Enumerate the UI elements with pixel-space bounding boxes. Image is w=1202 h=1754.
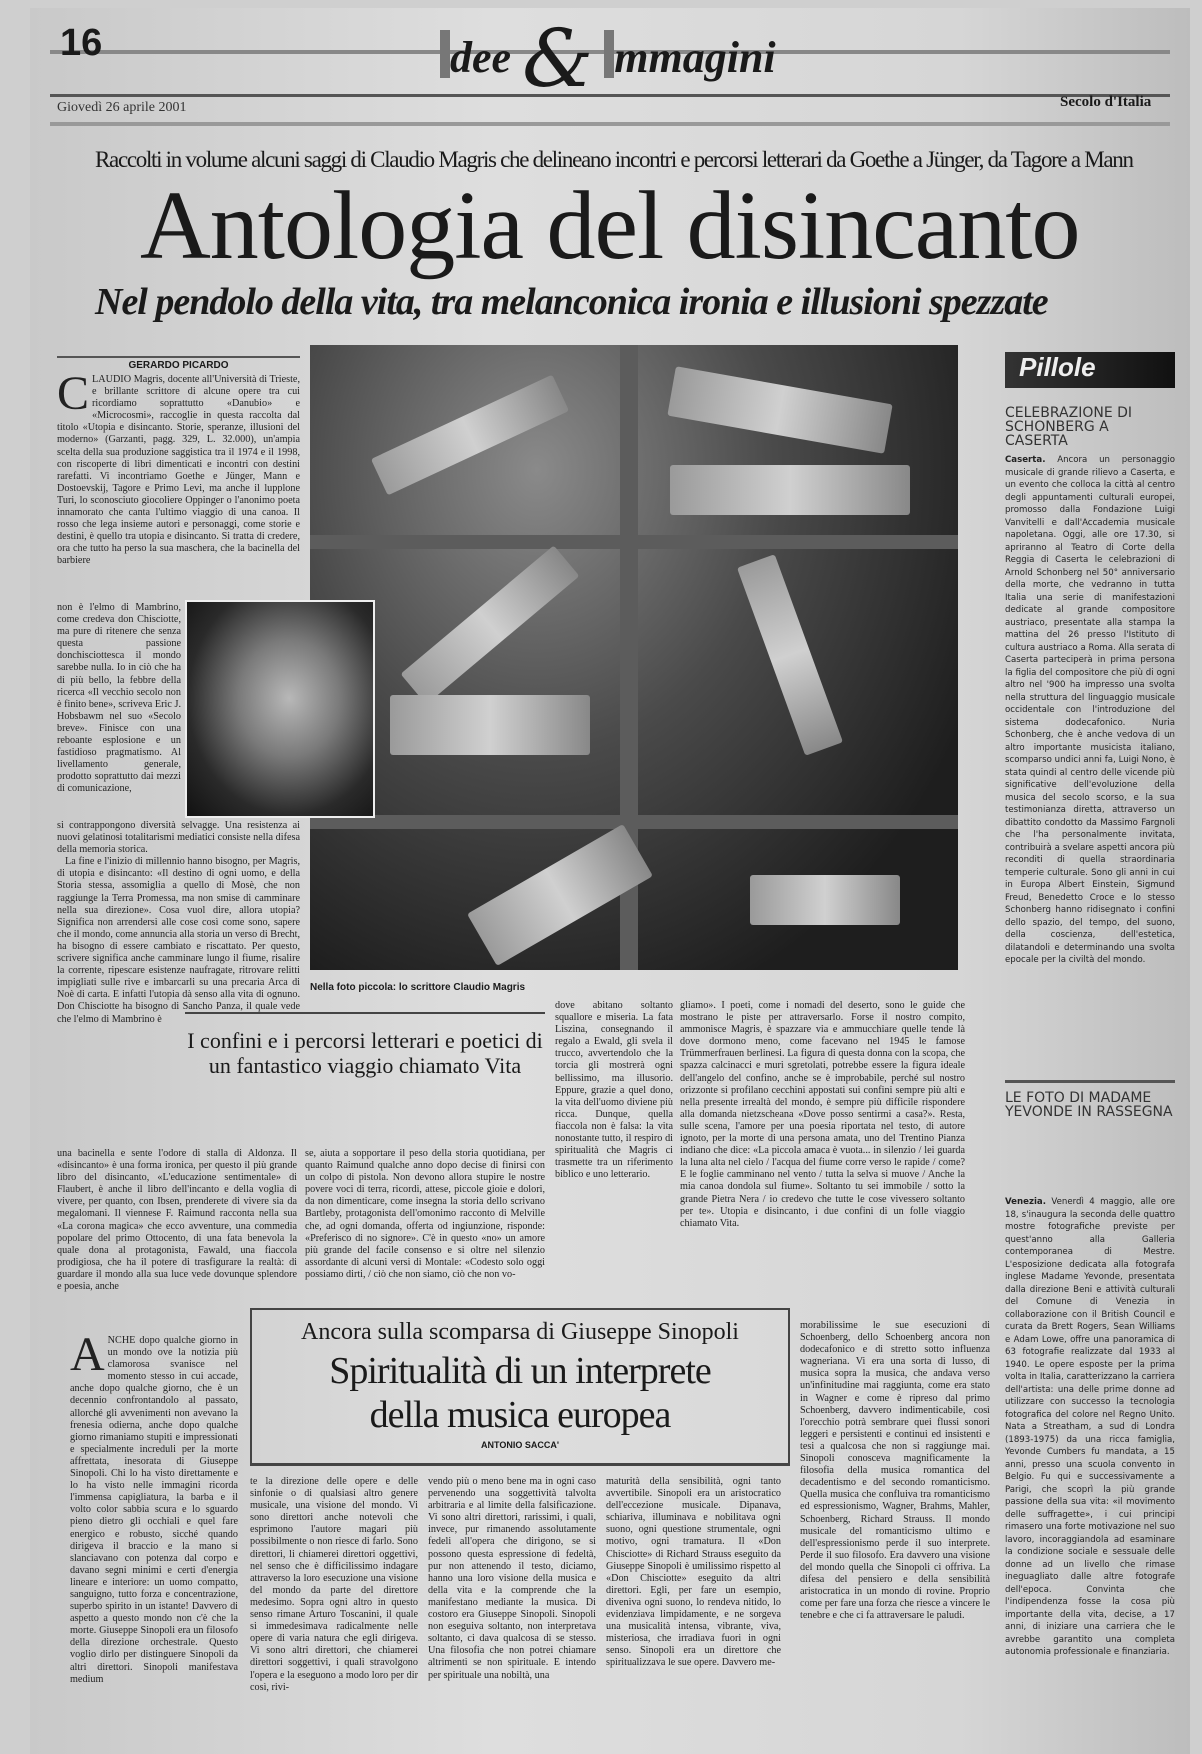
article2-column-1 [70, 1328, 238, 1745]
pillole-divider [1005, 1080, 1175, 1083]
pillola-headline: CELEBRAZIONE DI SCHONBERG A CASERTA [1005, 405, 1133, 449]
article-column-4: gliamo». I poeti, come i nomadi del deserto, sono le guide che mostrano le piste per attraversarlo. Forse il nostro compito, ammonisce Magris, è spazzare via e ammucchiare quelle tende là dove dormono meno, come facevano nel 1945 le famose Trümmerfrauen berlinesi. La figura di questa donna con la scopa, che spazza calcinacci e muri sgretolati, potrebbe essere la figura ideale dell'angelo del confino, anche se è improbabile, perché sul nostro orizzonte si profilano cecchini appostati sui confini sempre più alti e nella presente irrealtà del mondo, è sempre più difficile rispondere alla domanda nietzscheana «Dove posso sentirmi a casa?». Resta, sulle scena, l'amore per una poesia riportata nel testo, di autore ignoto, per la morte di una persona amata, uno del Trentino Pianza indiano che dice: «La piccola amaca è vuota... in silenzio / lei guarda la luna alta nel cielo / l'acqua del fiume corre verso le rapide / come? E le foglie camminano nel vento / tutta la selva si muove / Anche la mia canoa dondola sul fiume». Soltanto tu sei immobile / sotto la grande Pietra Nera / io credevo che tutte le cose vivessero soltanto per te». Utopia e disincanto, i due confini di un folle viaggio chiamato Vita. [680, 1000, 965, 1229]
column-text: LAUDIO Magris, docente all'Università di Trieste, e brillante scrittore di alcune opere tra cui ricordiamo soprattutto «Danubio» e «Microcosmi», raccoglie in questa raccolta dal titolo «Utopia e disincanto. Storie, speranze, illusioni del moderno» (Garzanti, pagg. 329, L. 32.000), un'ampia scelta della sua produzione saggistica tra il 1974 e il 1998, con riscoperte di libri dimenticati e incontri con destini rarefatti. Vi incontriamo Goethe e Jünger, Mann e Dostoevskij, Tagore e Primo Levi, ma anche il lupplone Turi, lo sconosciuto giocoliere Oppinger o l'anonimo poeta innamorato che canta l'ultimo viaggio di una canoa. Il rosso che lega insieme autori e personaggi, come storie e destini, è quello tra utopia e disincanto. Si tratta di credere, ora che tutto ha perso la sua maschera, che la bacinella del barbiere [57, 374, 300, 567]
article-column-1 [57, 367, 300, 600]
pull-quote: I confini e i percorsi letterari e poetici di un fantastico viaggio chiamato Vita [185, 1012, 545, 1142]
pillola-text: Ancora un personaggio musicale di grande rilievo a Caserta, e un evento che colloca la città al centro degli appuntamenti culturali europei, promosso dalla Fondazione Luigi Vanvitelli e dall'Accademia musicale napoletana. Oggi, alle ore 17.30, si apriranno al Teatro di Corte della Reggia di Caserta le celebrazioni di Arnold Schonberg nel 50° anniversario della morte, che vedranno in tutta Italia una serie di manifestazioni dedicate al grande compositore austriaco, presentate alla stampa la mattina del 26 presso l'Istituto di cultura austriaco a Roma. Alla serata di Caserta parteciperà in prima persona la figlia del compositore che più di ogni altro nel '900 ha impresso una svolta nella struttura del linguaggio musicale occidentale con l'introduzione del sistema dodecafonico. Nuria Schonberg, che è anche vedova di un altro importante musicista italiano, scomparso undici anni fa, Luigi Nono, è stata quindi al centro delle vicende più significative dell'evoluzione della musica del secolo scorso, e la sua testimonianza diretta, attraverso un dibattito condotto da Massimo Fargnoli che l'ha personalmente invitata, contribuirà a svelare aspetti ancora più reconditi di quella straordinaria temperie culturale. Sono gli anni in cui in Europa Albert Einstein, Sigmund Freud, Benedetto Croce e lo stesso Schonberg hanno ridisegnato i confini dello spazio, del tempo, del suono, della coscienza, dell'estetica, dilatandoli e determinando una svolta epocale per la civiltà del mondo. [1005, 455, 1175, 965]
masthead-ampersand: & [522, 12, 594, 105]
bookshelf-photo [310, 345, 958, 970]
article2-kicker: Ancora sulla scomparsa di Giuseppe Sinopoli [301, 1319, 739, 1345]
article-byline: GERARDO PICARDO [57, 356, 300, 371]
drop-cap: A [70, 1328, 105, 1381]
article-column-1-cont [57, 820, 300, 1025]
book [371, 375, 569, 496]
book [667, 366, 892, 453]
article-column-1-narrow: non è l'elmo di Mambrino, come credeva don Chisciotte, ma pure di ritenere che senza questa passione donchisciottesca il mondo sarebbe nulla. Io in ciò che ha di più bello, la febbre della ricerca «Il vecchio secolo non è finito bene», scriveva Eric J. Hobsbawm nel suo «Secolo breve». Finisce con una reboante esplosione e un fastidioso pragmatismo. Al livellamento generale, prodotto soprattutto dai mezzi di comunicazione, [57, 602, 181, 795]
book [737, 554, 843, 756]
article2-headline-box [250, 1308, 790, 1466]
article2-column-4: maturità della sensibilità, ogni tanto avvertibile. Sinopoli era un aristocratico dell'eccezione musicale. Dipanava, schiariva, illuminava e nobilitava ogni suono, ogni questione strumentale, ogni motivo, ogni tramatura. Il «Don Chisciotte» di Richard Strauss eseguito da Giuseppe Sinopoli è umilissimo rispetto al «Don Chisciotte» eseguito da altri direttori. Egli, per fare un esempio, diveniva ogni suono, lo rendeva nitido, lo evidenziava limpidamente, e ne sorgeva una musicalità intensa, vibrante, viva, misteriosa, che irradiava fuori in ogni senso. Sinopoli era un direttore che spiritualizzava le sue opere. Davvero me- [606, 1476, 781, 1669]
photo-caption: Nella foto piccola: lo scrittore Claudio Magris [310, 982, 526, 993]
article-wide-bottom-2: se, aiuta a sopportare il peso della storia quotidiana, per quanto Raimund qualche anno dopo decise di finirsi con un colpo di pistola. Non devono allora stupire le nostre povere voci di terra, ricordi, attese, piccole gioie e dolori, da non dimenticare, come insegna la storia dello scrivano Bartleby, protagonista dell'omonimo racconto di Melville che, ad ogni domanda, offerta od ingiunzione, risponde: «Preferisco di no signore». C'è in questo «no» un amore più grande del facile consenso e si oltre nel silenzio assordante di alcuni versi di Montale: «Codesto solo oggi possiamo dirti, / ciò che non siamo, ciò che non vo- [305, 1148, 545, 1280]
issue-date: Giovedì 26 aprile 2001 [57, 100, 187, 115]
drop-cap: C [57, 367, 90, 420]
pillole-initial: P [1019, 352, 1037, 382]
header-bottom-rule [50, 122, 1170, 126]
article-kicker: Raccolti in volume alcuni saggi di Claudio Magris che delineano incontri e percorsi letterari da Goethe a Jünger, da Tagore a Mann [95, 147, 1133, 172]
column-text: NCHE dopo qualche giorno in un mondo ove la notizia più clamorosa svanisce nel momento stesso in cui accade, anche dopo qualche giorno, che è un decennio confrontandolo al passato, allorché gli avvenimenti non avevano la frenesia odierna, anche dopo qualche giorno rimaniamo stupiti e impressionati e specialmente increduli per la morte affrettata, inesorata di Giuseppe Sinopoli. Chi lo ha visto direttamente e lo ha visto nelle immagini ricorda l'immensa capigliatura, la barba e il volto color sabbia scura e lo sguardo pieno dietro gli occhiali e quel fare energico e robusto, sicché quando dirigeva il braccio e la mano si slanciavano con potenza dal corpo e davano segni minimi e certi d'energia lineare e interiore: un uomo compatto, sanguigno, tutto forza e concentrazione, superbo spirito in un istante! Davvero di aspetto a questo mondo non c'è che la morte. Giuseppe Sinopoli era un filosofo della direzione orchestrale. Questo voglio dirlo per distinguere Sinopoli da altri direttori. Sinopoli manifestava medium [70, 1335, 238, 1685]
column-text: La fine e l'inizio di millennio hanno bisogno, per Magris, di utopia e disincanto: «Il destino di ogni uomo, e della Storia stessa, assomiglia a quello di Mosè, che non raggiunge la Terra Promessa, ma non smise di camminare nella sua direzione». Cosa vuol dire, allora utopia? Significa non arrendersi alle cose così come sono, sapere che il mondo, come annuncia alla storia un verso di Brecht, ha bisogno di essere cambiato e riscattato. Per questo, scrivere significa anche camminare lungo il fiume, risalire la corrente, ripescare esistenze naufragate, ritrovare relitti impigliati sulle rive e imbarcarli su una precaria Arca di Noè di carta. E infatti l'utopia dà senso alla vita di ognuno. Don Chisciotte ha bisogno di Sancho Panza, il quale vede che l'elmo di Mambrino è [57, 856, 300, 1025]
article2-column-3: vendo più o meno bene ma in ogni caso pervenendo una soggettività talvolta arbitraria e al limite della falsificazione. Vi sono altri direttori, rarissimi, i quali, invece, pur rimanendo assolutamente fedeli all'opera che dirigono, se si possono questa espressione di fedeltà, pur non attenendo il testo, diciamo, hanno una loro visione della musica e della vita e la comprende che la manifestano mediante la musica. Di costoro era Giuseppe Sinopoli. Sinopoli non eseguiva soltanto, non interpretava soltanto, ci dava qualcosa di se stesso. Una filosofia che non potrei chiamare altrimenti se non spirituale. E intendo per spirituale una nobiltà, una [428, 1476, 596, 1681]
book [401, 545, 580, 704]
initial-bar [604, 30, 614, 78]
pillola-body [1005, 454, 1175, 1066]
column-text: dove abitano soltanto squallore e miseria. La fata Liszina, consegnando il regalo a Ewald, gli svela il trucco, avvertendolo che la torcia gli mostrerà ogni bellissimo, ma illusorio. Eppure, grazie a quel dono, la vita dell'uomo diviene più ricca. Dunque, quella fiaccola non è falsa: la vita nonostante tutto, il respiro di spiritualità che Magris ci trasmette tra un riferimento biblico e uno letterario. [555, 1000, 673, 1181]
pillole-column [1005, 398, 1175, 1125]
pillola-text: Venerdì 4 maggio, alle ore 18, s'inaugura la seconda delle quattro mostre fotografiche previste per quest'anno alla Galleria contemporanea di Mestre. L'esposizione dedicata alla fotografa inglese Madame Yevonde, presentata dalla direzione Beni e attività culturali del Comune di Venezia in collaborazione con il British Council e curata da Brett Rogers, Sean Williams e Adam Lowe, offre una panoramica di 63 fotografie realizzate dal 1933 al 1940. Le opere esposte per la prima volta in Italia, caratterizzano la carriera dell'artista: una delle prime donne ad utilizzare con successo la tecnologia fotografica del colore nel Regno Unito. Nata a Streatham, a sud di Londra (1893-1975) da una ricca famiglia, Yevonde Cumbers fu mandata, a 15 anni, presso una scuola convento in Belgio. Fu qui e successivamente a Parigi, che scoprì la più grande passione della sua vita: «il movimento delle suffragette», i cui principi rimasero una forte motivazione nel suo lavoro, incoraggiandola ad esaminare la condizione sociale e sessuale delle donne ad un livello che rimase ineguagliato dalle altre fotografe dell'epoca. Convinta che l'indipendenza fosse la cosa più importante della vita, decise, a 17 anni, di iniziare una carriera che le avrebbe garantito una completa autonomia professionale e finanziaria. [1005, 1197, 1176, 1657]
claudio-magris-portrait [185, 600, 375, 818]
book [670, 465, 910, 515]
masthead-word-1: dee [450, 33, 512, 82]
pillola-body [1005, 1196, 1175, 1750]
book [390, 695, 590, 755]
pillola-headline: LE FOTO DI MADAME YEVONDE IN RASSEGNA [1005, 1090, 1173, 1120]
article2-column-2: te la direzione delle opere e delle sinfonie o di qualsiasi altro genere musicale, una visione del mondo. Vi sono direttori anche notevoli che esprimono l'autore magari più possibilmente o non riesce di farlo. Sono direttori, li chiamerei direttori oggettivi, nel senso che è difficilissimo indagare attraverso la loro esecuzione una visione del mondo da parte del direttore medesimo. Sopra ogni altro in questo senso rimane Arturo Toscanini, il quale si immedesimava radicalmente nelle opere di varia natura che egli dirigeva. Vi sono altri direttori, che chiamerei direttori soggettivi, i quali stravolgono l'opera e la eseguono a modo loro per dir così, rivi- [250, 1476, 418, 1693]
article-wide-bottom: una bacinella e sente l'odore di stalla di Aldonza. Il «disincanto» è una forma ironica, per questo il più grande libro del disincanto, «L'educazione sentimentale» di Flaubert, è anche il libro dell'incanto e della voglia di vivere, per quanto, con Ibsen, prenderete di vivere sia da megalomani. Il viennese F. Raimund racconta nella sua «La corona magica» che ecco avventure, una commedia popolare del primo Ottocento, di una fata benevola la quale dona al protagonista, Fawald, una fiaccola prodigiosa, che ha il potere di trasfigurare la realtà: di guardare il mondo alla sua luce vede dovunque splendore e poesia, anche [57, 1148, 297, 1293]
book [750, 875, 900, 925]
article-column-3 [555, 1000, 673, 1296]
masthead-word-2: mmagini [614, 33, 776, 82]
article-title: Antologia del disincanto [140, 172, 1080, 280]
pillole-header [1005, 352, 1175, 388]
article2-byline: ANTONIO SACCA' [481, 1440, 559, 1450]
dateline: Caserta. [1005, 455, 1046, 465]
newspaper-name: Secolo d'Italia [1060, 94, 1152, 110]
article2-title-line-2: della musica europea [369, 1394, 671, 1436]
section-masthead [440, 12, 810, 105]
column-text: si contrappongono diversità selvagge. Una resistenza ai nuovi gelatinosi totalitarismi mediatici consiste nella difesa della memoria storica. [57, 820, 300, 856]
dateline: Venezia. [1005, 1197, 1046, 1207]
article2-title-line-1: Spiritualità di un interprete [329, 1350, 711, 1392]
page-number: 16 [60, 22, 103, 64]
article2-column-5: morabilissime le sue esecuzioni di Schoenberg, dello Schoenberg ancora non dodecafonico e di stretto sotto influenza wagneriana. Vi era una sorta di lusso, di musica sopra la musica, che andava verso un'infinitudine mai raggiunta, come era stato in Wagner e come è ripreso dal primo Schoenberg, davvero indimenticabile, così l'orecchio potrà sembrare quei flussi sonori leggeri e persistenti e continui ed insistenti e tesi a qualcosa che non si raggiunge mai. Sinopoli conosceva magnificamente la filosofia della musica romantica del decadentismo e del secondo romanticismo. Quella musica che confluiva tra romanticismo ed espressionismo, Wagner, Brahms, Mahler, Schoenberg, Richard Strauss. Il mondo musicale del romanticismo ultimo e dell'espressionismo perde il suo interprete. Perde il suo filosofo. Era davvero una visione del mondo quella che Sinopoli ci offriva. La difesa del pensiero e della sensibilità aristocratica in un mondo di rovine. Proprio come per fare una forza che riesce a vincere le tenebre e che ci fa attraversare le paludi. [800, 1320, 990, 1622]
initial-bar [440, 30, 450, 78]
article-subtitle: Nel pendolo della vita, tra melanconica ironia e illusioni spezzate [95, 281, 1048, 323]
pillole-title: illole [1036, 352, 1096, 382]
